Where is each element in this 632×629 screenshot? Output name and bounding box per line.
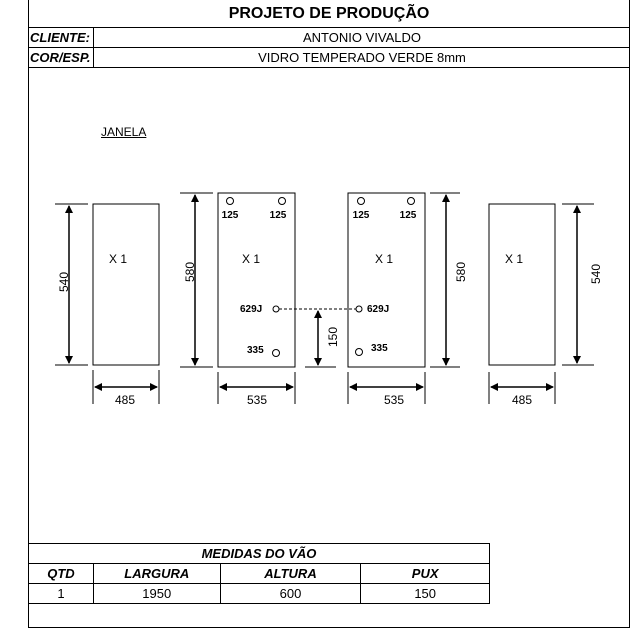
header-pux: PUX — [361, 564, 490, 584]
section-label-janela: JANELA — [101, 125, 147, 139]
panel3-qty: X 1 — [374, 252, 394, 266]
center-gap: 150 — [326, 326, 340, 348]
panel2-height: 580 — [183, 261, 197, 283]
cor-value: VIDRO TEMPERADO VERDE 8mm — [258, 50, 466, 65]
hole-icon — [279, 198, 286, 205]
panel1-height: 540 — [57, 271, 71, 293]
header-altura: ALTURA — [220, 564, 361, 584]
header-largura: LARGURA — [93, 564, 220, 584]
cell-largura: 1950 — [93, 584, 220, 604]
hole-icon — [356, 349, 363, 356]
center-handle-dimension — [279, 309, 356, 367]
panel4-qty: X 1 — [504, 252, 524, 266]
panel3-hole-mid: 629J — [367, 304, 390, 315]
panel2-hole-bot: 335 — [247, 345, 264, 356]
cliente-label: CLIENTE: — [28, 28, 94, 47]
cliente-value: ANTONIO VIVALDO — [303, 30, 421, 45]
panel1-width: 485 — [114, 393, 136, 407]
cell-qtd: 1 — [29, 584, 94, 604]
cell-altura: 600 — [220, 584, 361, 604]
table-row — [29, 584, 490, 604]
panel4-width: 485 — [511, 393, 533, 407]
page-title: PROJETO DE PRODUÇÃO — [28, 0, 630, 28]
glass-panel-3 — [348, 193, 468, 407]
hole-icon — [408, 198, 415, 205]
cor-label: COR/ESP. — [28, 48, 94, 67]
panel2-hole-mid: 629J — [240, 304, 263, 315]
glass-panel-4 — [489, 204, 603, 407]
panel3-width: 535 — [383, 393, 405, 407]
handle-hole-icon — [356, 306, 362, 312]
hole-icon — [227, 198, 234, 205]
panel3-height: 580 — [454, 261, 468, 283]
cell-pux: 150 — [361, 584, 490, 604]
panel2-hole-tl: 125 — [221, 210, 239, 221]
panel4-height: 540 — [589, 263, 603, 285]
glass-panel-1 — [55, 204, 159, 407]
header-qtd: QTD — [29, 564, 94, 584]
panel2-width: 535 — [246, 393, 268, 407]
medidas-title: MEDIDAS DO VÃO — [29, 544, 490, 564]
medidas-table — [28, 543, 490, 604]
panel3-hole-bot: 335 — [371, 343, 388, 354]
panel2-hole-tr: 125 — [269, 210, 287, 221]
hole-icon — [273, 350, 280, 357]
panel3-hole-tl: 125 — [352, 210, 370, 221]
handle-hole-icon — [273, 306, 279, 312]
hole-icon — [358, 198, 365, 205]
panel3-hole-tr: 125 — [399, 210, 417, 221]
glass-panel-2 — [180, 193, 295, 407]
panel2-qty: X 1 — [241, 252, 261, 266]
panel1-qty: X 1 — [108, 252, 128, 266]
